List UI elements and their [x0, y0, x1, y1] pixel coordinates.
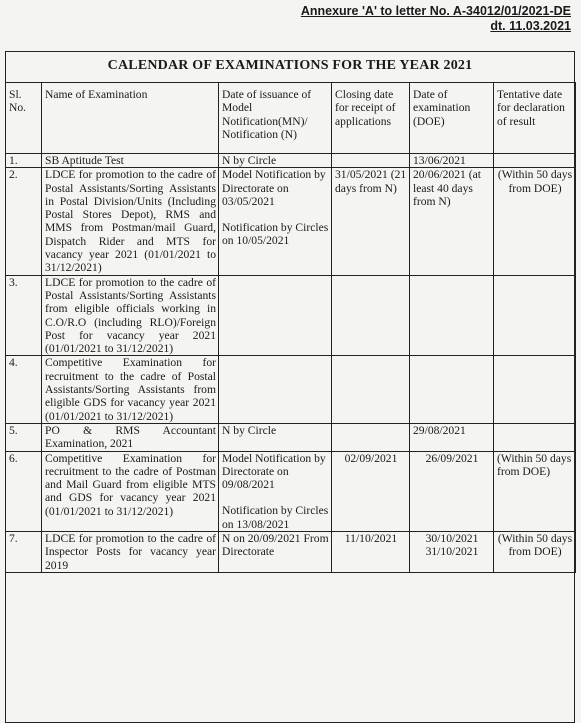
row-doe: 20/06/2021 (at least 40 days from N) [410, 168, 494, 275]
row-result [494, 423, 576, 451]
row-issuance [219, 275, 332, 356]
row-closing [332, 356, 410, 423]
table-row [6, 168, 576, 275]
row-issuance: N by Circle [219, 423, 332, 451]
row-doe [410, 275, 494, 356]
annexure-letter-number: Annexure 'A' to letter No. A-34012/01/2021-DE [300, 4, 571, 18]
row-doe: 29/08/2021 [410, 423, 494, 451]
row-closing [332, 275, 410, 356]
header-result: Tentative date for declaration of result [494, 83, 576, 154]
row-name: LDCE for promotion to the cadre of Postal Assistants/Sorting Assistants from eligible officials working in C.O/R.O (including RLO)/Foreign Post for vacancy year 2021 (01/01/2021 to 31/12/2021) [42, 275, 219, 356]
row-name: SB Aptitude Test [42, 154, 219, 168]
header-name: Name of Examination [42, 83, 219, 154]
annexure-date: dt. 11.03.2021 [490, 19, 571, 33]
row-result [494, 154, 576, 168]
table-header-row [6, 83, 576, 154]
header-closing: Closing date for receipt of applications [332, 83, 410, 154]
row-result [494, 356, 576, 423]
row-closing: 11/10/2021 [332, 532, 410, 573]
row-sl: 7. [6, 532, 42, 573]
examination-calendar-table [5, 82, 576, 573]
table-row [6, 532, 576, 573]
row-sl: 6. [6, 451, 42, 531]
row-result [494, 275, 576, 356]
row-doe: 13/06/2021 [410, 154, 494, 168]
table-row [6, 423, 576, 451]
row-issuance: N on 20/09/2021 From Directorate [219, 532, 332, 573]
page-title: CALENDAR OF EXAMINATIONS FOR THE YEAR 2021 [107, 58, 473, 73]
row-name: LDCE for promotion to the cadre of Inspector Posts for vacancy year 2019 [42, 532, 219, 573]
row-issuance-cell [219, 168, 332, 275]
row-issuance-circle: Notification by Circles on 13/08/2021 [222, 504, 329, 531]
header-sl-no: Sl. No. [6, 83, 42, 154]
row-result: (Within 50 days from DOE) [494, 451, 576, 531]
row-issuance [219, 356, 332, 423]
row-name: PO & RMS Accountant Examination, 2021 [42, 423, 219, 451]
row-result: (Within 50 days from DOE) [494, 168, 576, 275]
row-doe: 26/09/2021 [410, 451, 494, 531]
row-closing: 02/09/2021 [332, 451, 410, 531]
row-issuance: N by Circle [219, 154, 332, 168]
row-sl: 2. [6, 168, 42, 275]
row-closing [332, 423, 410, 451]
header-issuance: Date of issuance of Model Notification(MN)/ Notification (N) [219, 83, 332, 154]
table-row [6, 356, 576, 423]
row-sl: 5. [6, 423, 42, 451]
row-issuance-cell [219, 451, 332, 531]
row-doe: 30/10/2021 31/10/2021 [410, 532, 494, 573]
row-name: Competitive Examination for recruitment to the cadre of Postman and Mail Guard from eligible MTS and GDS for vacancy year 2021 (01/01/2021 to 31/12/2021) [42, 451, 219, 531]
annexure-reference [301, 4, 571, 34]
table-row [6, 451, 576, 531]
header-doe: Date of examination (DOE) [410, 83, 494, 154]
row-closing [332, 154, 410, 168]
row-name: Competitive Examination for recruitment to the cadre of Postal Assistants/Sorting Assistants from eligible GDS for vacancy year 2021 (01/01/2021 to 31/12/2021) [42, 356, 219, 423]
row-issuance: Model Notification by Directorate on 03/05/2021 [222, 168, 326, 208]
row-sl: 1. [6, 154, 42, 168]
row-doe [410, 356, 494, 423]
row-name: LDCE for promotion to the cadre of Postal Assistants/Sorting Assistants in Postal Division/Units (Including Postal Stores Depot), RMS and MMS from Postman/mail Guard, Dispatch Rider and MTS for vacancy year 2021 (01/01/2021 to 31/12/2021) [42, 168, 219, 275]
table-row [6, 275, 576, 356]
row-sl: 4. [6, 356, 42, 423]
table-row [6, 154, 576, 168]
row-issuance-circle: Notification by Circles on 10/05/2021 [222, 221, 329, 248]
row-issuance: Model Notification by Directorate on 09/08/2021 [222, 451, 326, 492]
row-closing: 31/05/2021 (21 days from N) [332, 168, 410, 275]
row-result: (Within 50 days from DOE) [494, 532, 576, 573]
row-sl: 3. [6, 275, 42, 356]
